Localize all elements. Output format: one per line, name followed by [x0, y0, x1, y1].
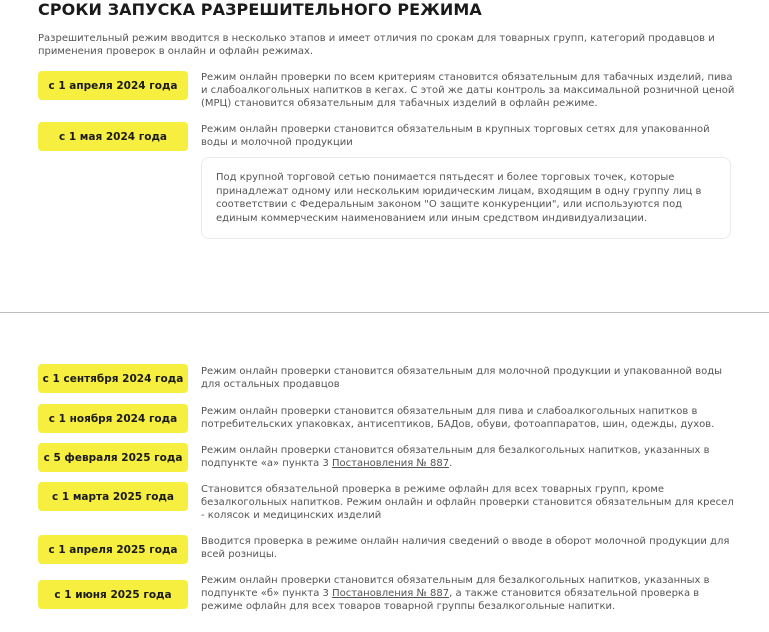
stage-description: Режим онлайн проверки становится обязательным в крупных торговых сетях для упакованной воды и молочной продукции — [201, 124, 710, 148]
stage-description: Вводится проверка в режиме онлайн наличия сведений о вводе в оборот молочной продукции для всей розницы. — [201, 536, 730, 560]
section-intro: Разрешительный режим вводится в несколько этапов и имеет отличия по срокам для товарных групп, категорий продавцов и применения проверок в онлайн и офлайн режимах. — [38, 33, 715, 57]
stage-description — [201, 574, 735, 613]
section-divider — [0, 312, 769, 313]
large-retail-chain-note: Под крупной торговой сетью понимается пятьдесят и более торговых точек, которые принадлежат одному или нескольким юридическим лицам, входящим в одну группу лиц в соответствии с Федеральным законом "О защите конкуренции", или используются под единым коммерческим наименованием или иным средством индивидуализации. — [201, 157, 731, 239]
stage-date-badge: с 1 марта 2025 года — [38, 482, 188, 511]
resolution-887-link[interactable]: Постановления № 887 — [332, 588, 450, 599]
stage-description: Становится обязательной проверка в режиме офлайн для всех товарных групп, кроме безалкогольных напитков. Режим онлайн и офлайн проверки становится обязательным для кресел - колясок и медицинских изделий — [201, 484, 734, 521]
stage-date-badge: с 1 апреля 2025 года — [38, 535, 188, 564]
stage-description: Режим онлайн проверки по всем критериям становится обязательным для табачных изделий, пива и слабоалкогольных напитков в кегах. С этой же даты контроль за максимальной розничной ценой (МРЦ) становится обязательным для табачных изделий в офлайн режиме. — [201, 72, 735, 109]
stage-description-text: Режим онлайн проверки становится обязательным для безалкогольных напитков, указанных в подпункте «б» пункта 3 — [201, 575, 710, 599]
section-title: СРОКИ ЗАПУСКА РАЗРЕШИТЕЛЬНОГО РЕЖИМА — [38, 0, 482, 19]
stage-date-badge: с 1 апреля 2024 года — [38, 71, 188, 100]
stage-date-badge: с 1 мая 2024 года — [38, 122, 188, 151]
stage-description-text: , а также становится обязательной проверка в режиме офлайн для всех товаров товарной группы безалкогольные напитки. — [201, 588, 700, 612]
stage-date-badge: с 5 февраля 2025 года — [38, 443, 188, 472]
stage-date-badge: с 1 ноября 2024 года — [38, 404, 188, 433]
resolution-887-link[interactable]: Постановления № 887 — [332, 458, 450, 469]
stage-description: Режим онлайн проверки становится обязательным для пива и слабоалкогольных напитков в потребительских упаковках, антисептиков, БАДов, обуви, фотоаппаратов, шин, одежды, духов. — [201, 406, 715, 430]
stage-description — [201, 444, 735, 470]
stage-description-text: . — [449, 458, 453, 469]
stage-date-badge: с 1 сентября 2024 года — [38, 364, 188, 393]
stage-description-text: Режим онлайн проверки становится обязательным для безалкогольных напитков, указанных в подпункте «а» пункта 3 — [201, 445, 710, 469]
stage-date-badge: с 1 июня 2025 года — [38, 580, 188, 609]
stage-description: Режим онлайн проверки становится обязательным для молочной продукции и упакованной воды для остальных продавцов — [201, 366, 723, 390]
